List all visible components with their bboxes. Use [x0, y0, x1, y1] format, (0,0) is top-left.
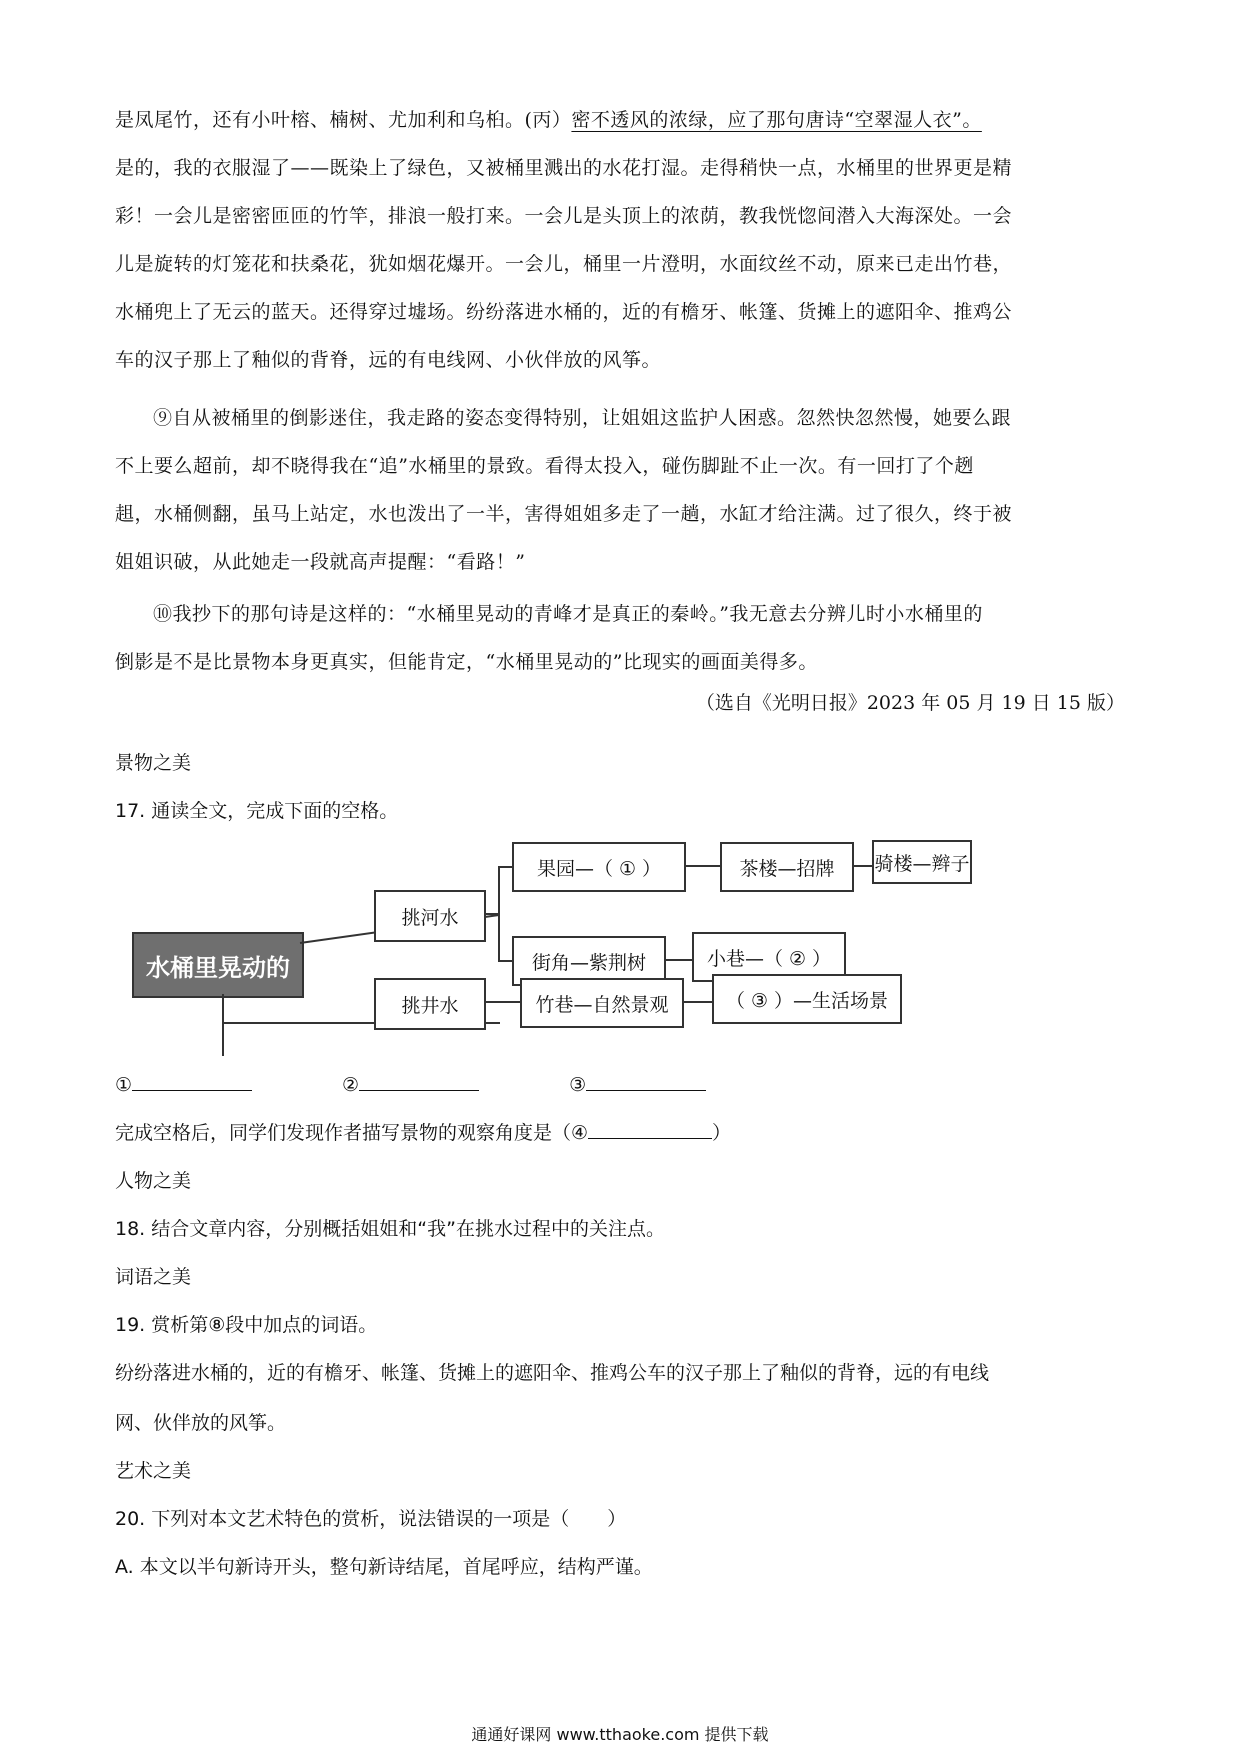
diagram-root: 水桶里晃动的	[132, 932, 304, 998]
connector-line	[222, 994, 224, 1056]
connector-line	[682, 1001, 712, 1003]
passage-line: 姐姐识破，从此她走一段就高声提醒：“看路！”	[115, 551, 526, 573]
question-19: 19. 赏析第⑧段中加点的词语。	[115, 1314, 378, 1336]
diagram-node-alley: 小巷—（ ② ）	[692, 932, 846, 982]
underlined-sentence: 密不透风的浓绿，应了那句唐诗“空翠湿人衣”。	[571, 109, 982, 131]
passage-line: 车的汉子那上了釉似的背脊，远的有电线网、小伙伴放的风筝。	[115, 349, 662, 371]
diagram-node-bamboo-lane: 竹巷—自然景观	[520, 978, 684, 1028]
question-19-quote-line: 网、伙伴放的风筝。	[115, 1412, 287, 1434]
source-citation: （选自《光明日报》2023 年 05 月 19 日 15 版）	[695, 692, 1125, 714]
answer-blank-1[interactable]	[132, 1070, 252, 1091]
diagram-node-arcade: 骑楼—辫子	[872, 840, 972, 884]
question-19-quote-line: 纷纷落进水桶的，近的有檐牙、帐篷、货摊上的遮阳伞、推鸡公车的汉子那上了釉似的背脊，远的有电线	[115, 1362, 990, 1384]
passage-paragraph-9	[115, 394, 1125, 586]
connector-line	[852, 865, 872, 867]
passage-line: 倒影是不是比景物本身更真实，但能肯定，“水桶里晃动的”比现实的画面美得多。	[115, 651, 818, 673]
question-20: 20. 下列对本文艺术特色的赏析，说法错误的一项是（ ）	[115, 1508, 627, 1530]
section-heading-words: 词语之美	[115, 1266, 192, 1288]
section-heading-art: 艺术之美	[115, 1460, 192, 1482]
passage-paragraph-8	[115, 96, 1125, 384]
question-text: 完成空格后，同学们发现作者描写景物的观察角度是（④	[115, 1122, 589, 1144]
passage-line: ⑩我抄下的那句诗是这样的：“水桶里晃动的青峰才是真正的秦岭。”我无意去分辨儿时小水桶里的	[153, 603, 983, 625]
connector-line	[498, 960, 512, 962]
passage-line	[115, 96, 1125, 144]
section-heading-people: 人物之美	[115, 1170, 192, 1192]
answer-blanks-row	[115, 1070, 706, 1096]
passage-paragraph-10	[115, 590, 1125, 686]
passage-line: 是的，我的衣服湿了——既染上了绿色，又被桶里溅出的水花打湿。走得稍快一点，水桶里的世界更是精	[115, 157, 1013, 179]
diagram-branch-well: 挑井水	[374, 978, 486, 1030]
passage-line: 彩！一会儿是密密匝匝的竹竿，排浪一般打来。一会儿是头顶上的浓荫，教我恍惚间潜入大海深处。一会	[115, 205, 1013, 227]
blank-label-3: ③	[569, 1074, 587, 1096]
passage-line: 趄，水桶侧翻，虽马上站定，水也泼出了一半，害得姐姐多走了一趟，水缸才给注满。过了很久，终于被	[115, 503, 1013, 525]
blank-label-2: ②	[342, 1074, 360, 1096]
passage-line: 水桶兜上了无云的蓝天。还得穿过墟场。纷纷落进水桶的，近的有檐牙、帐篷、货摊上的遮阳伞、推鸡公	[115, 301, 1013, 323]
passage-line: ⑨自从被桶里的倒影迷住，我走路的姿态变得特别，让姐姐这监护人困惑。忽然快忽然慢，她要么跟	[153, 407, 1012, 429]
diagram-node-orchard: 果园—（ ① ）	[512, 842, 686, 892]
connector-line	[498, 866, 512, 868]
answer-blank-4[interactable]	[588, 1118, 712, 1139]
answer-blank-3[interactable]	[586, 1070, 706, 1091]
question-20-option-a: A. 本文以半句新诗开头，整句新诗结尾，首尾呼应，结构严谨。	[115, 1556, 653, 1578]
question-18: 18. 结合文章内容，分别概括姐姐和“我”在挑水过程中的关注点。	[115, 1218, 665, 1240]
diagram-node-life-scene: （ ③ ）—生活场景	[712, 974, 902, 1024]
diagram-branch-river: 挑河水	[374, 890, 486, 942]
connector-line	[484, 913, 498, 915]
mind-map-diagram	[128, 832, 968, 1052]
connector-line	[484, 1001, 520, 1003]
section-heading-scenery: 景物之美	[115, 752, 192, 774]
question-text: ）	[712, 1122, 732, 1144]
answer-blank-2[interactable]	[359, 1070, 479, 1091]
connector-line	[498, 866, 500, 962]
connector-line	[664, 959, 692, 961]
diagram-node-teahouse: 茶楼—招牌	[720, 842, 854, 892]
passage-line: 不上要么超前，却不晓得我在“追”水桶里的景致。看得太投入，碰伤脚趾不止一次。有一回打了个趔	[115, 455, 974, 477]
passage-line: 儿是旋转的灯笼花和扶桑花，犹如烟花爆开。一会儿，桶里一片澄明，水面纹丝不动，原来已走出竹巷，	[115, 253, 1013, 275]
connector-line	[684, 865, 720, 867]
page-footer: 通通好课网 www.tthaoke.com 提供下载	[471, 1725, 769, 1744]
question-17: 17. 通读全文，完成下面的空格。	[115, 800, 399, 822]
question-17-followup	[115, 1118, 731, 1145]
blank-label-1: ①	[115, 1074, 133, 1096]
passage-text: 是凤尾竹，还有小叶榕、楠树、尤加利和乌桕。(丙）	[115, 109, 572, 131]
diagram-node-street-corner: 街角—紫荆树	[512, 936, 666, 986]
